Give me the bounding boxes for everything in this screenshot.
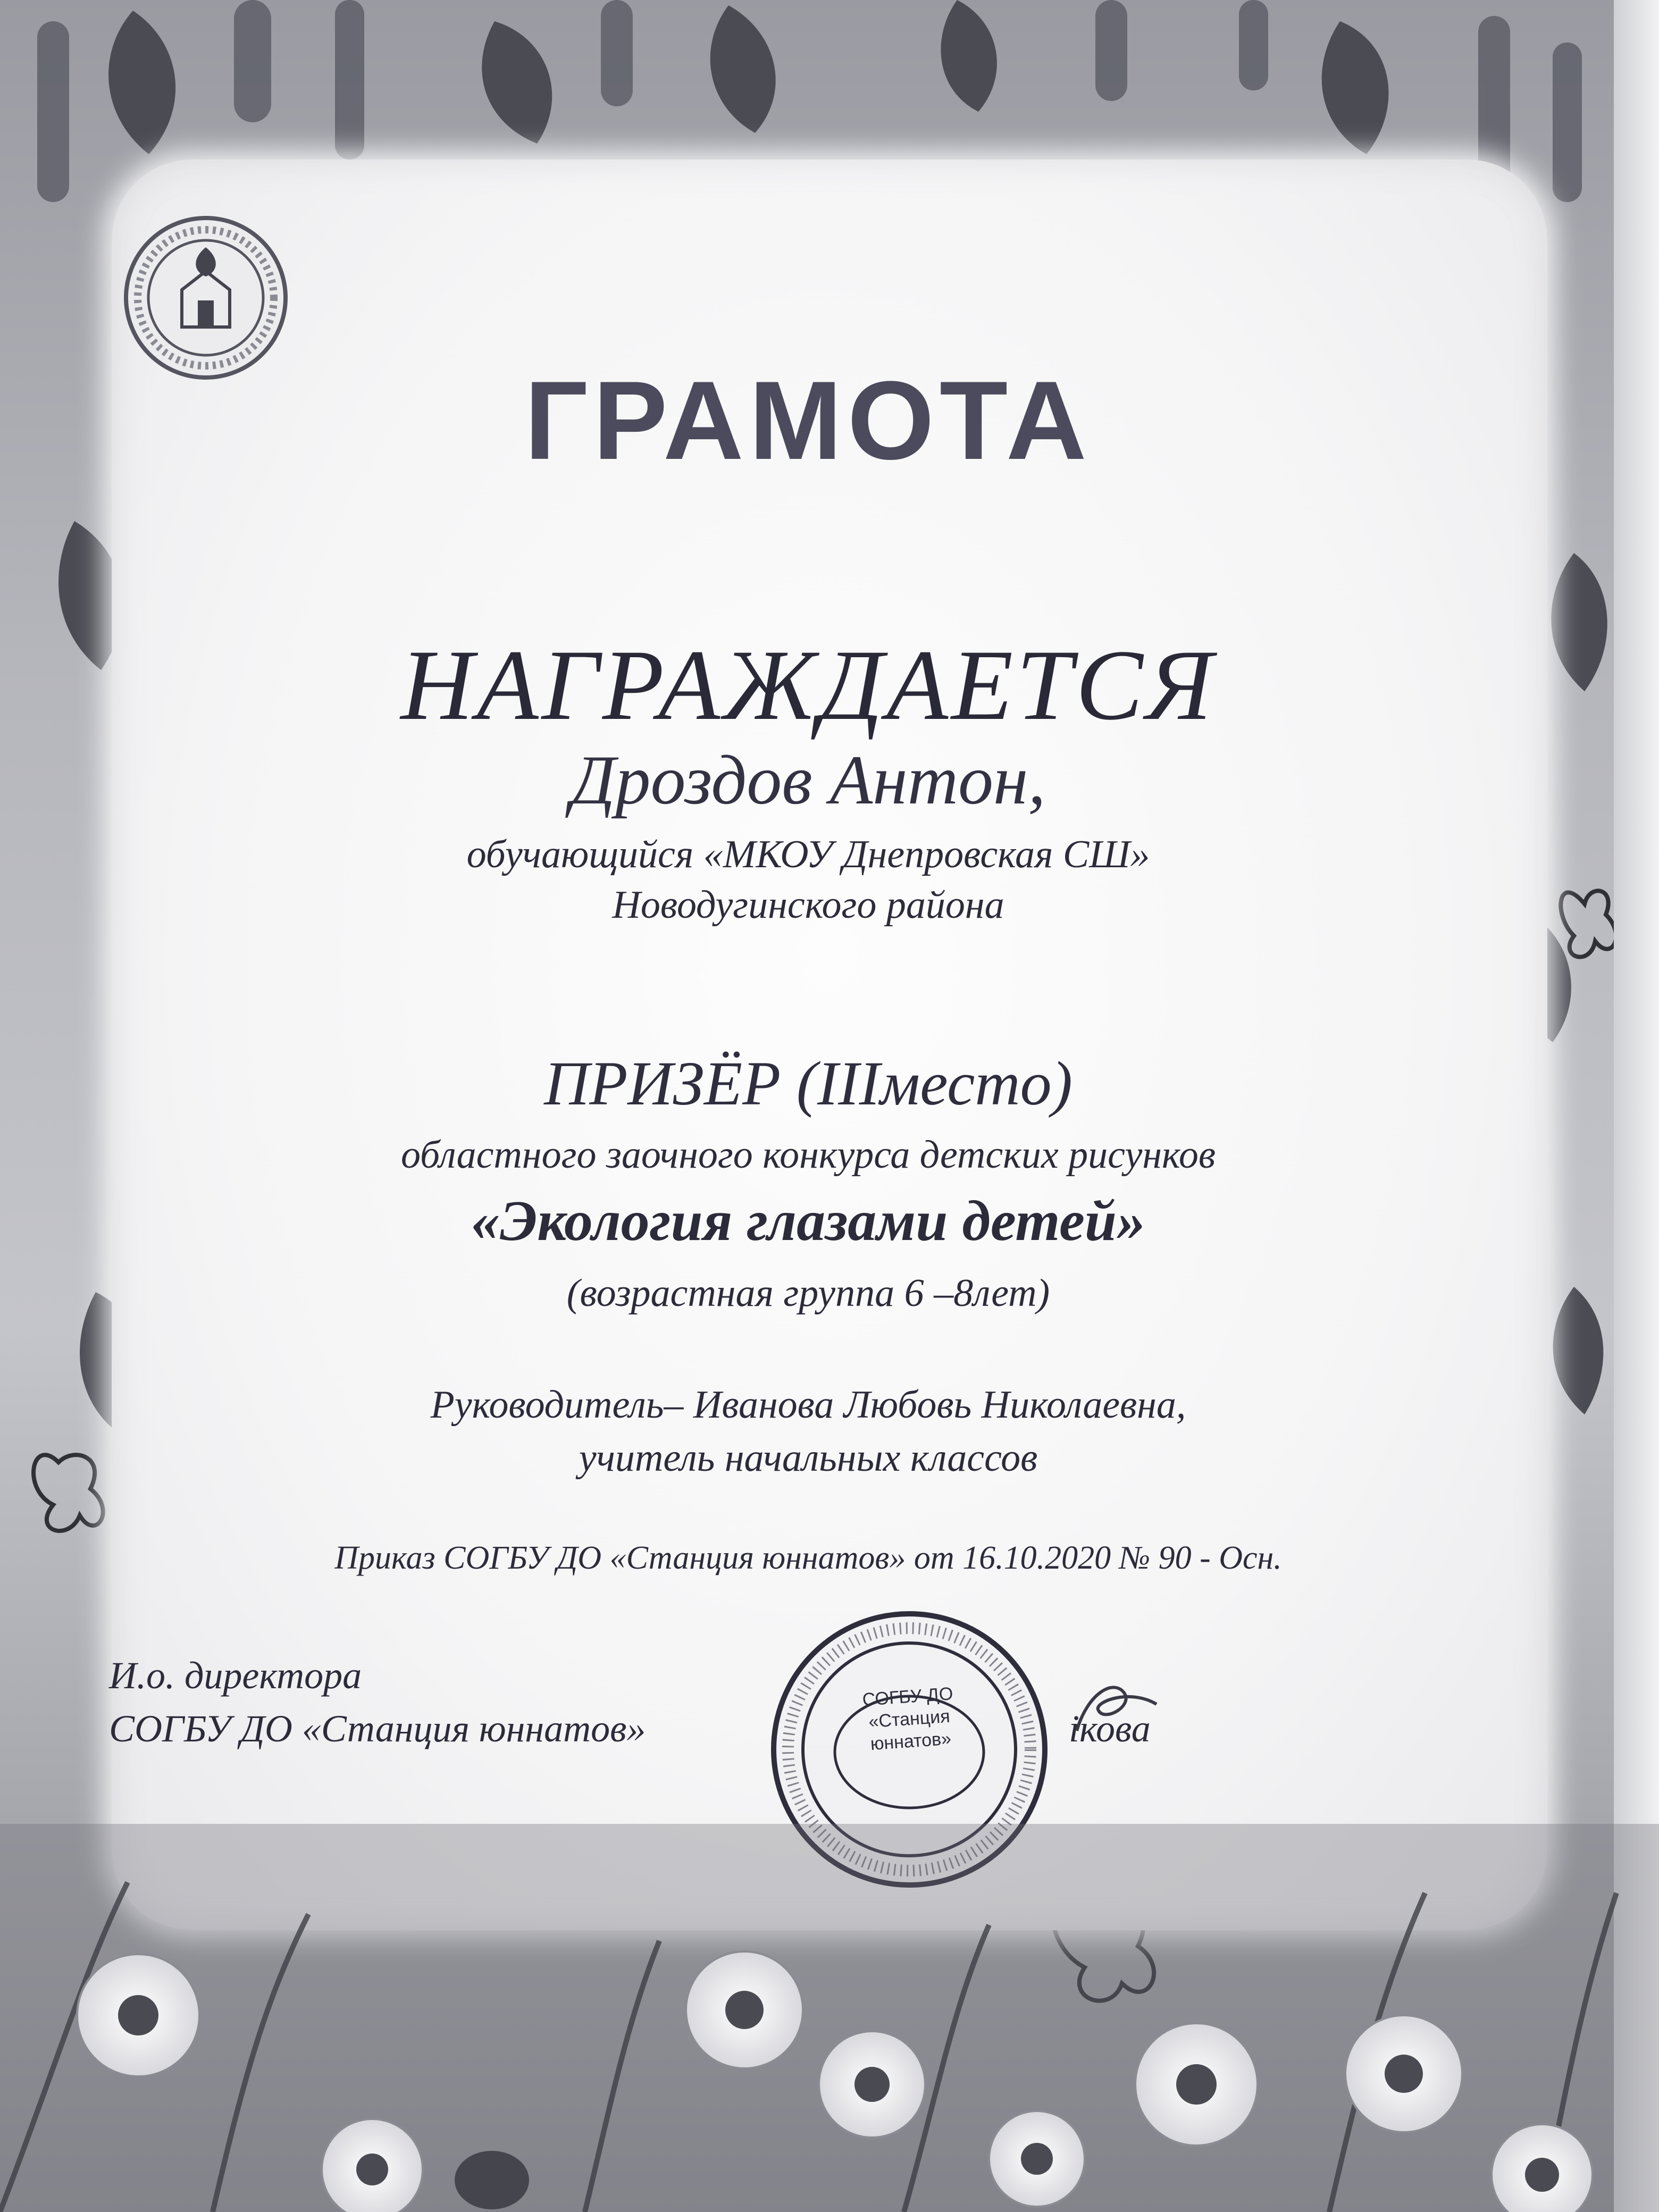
daisy-icon — [989, 2111, 1085, 2207]
birch-leaf-icon — [108, 11, 175, 154]
contest-name: «Экология глазами детей» — [471, 1189, 1145, 1253]
stamp-line: «Станция — [868, 1706, 951, 1732]
recipient-school: обучающийся «МКОУ Днепровская СШ» — [466, 833, 1150, 876]
daisy-meadow — [0, 1824, 1659, 2212]
daisy-icon — [1492, 2124, 1593, 2212]
director-organization: СОГБУ ДО «Станция юннатов» — [109, 1707, 646, 1750]
catkin-icon — [234, 0, 271, 122]
supervisor-position: учитель начальных классов — [579, 1436, 1038, 1480]
catkin-icon — [601, 0, 633, 106]
birch-leaf-icon — [482, 21, 552, 144]
recipient-district: Новодугинского района — [612, 883, 1004, 927]
awarded-heading: НАГРАЖДАЕТСЯ — [400, 630, 1216, 741]
catkin-icon — [1095, 0, 1127, 101]
daisy-icon — [1135, 2023, 1258, 2146]
stamp-line: СОГБУ ДО — [861, 1683, 954, 1711]
daisy-icon — [322, 2119, 423, 2212]
handwritten-signature — [1066, 1672, 1167, 1747]
prize-place: ПРИЗЁР (IIIместо) — [544, 1049, 1073, 1118]
stamp-text — [838, 1681, 981, 1757]
certificate-title: ГРАМОТА — [524, 358, 1092, 483]
daisy-icon — [77, 1954, 199, 2076]
director-surname: ікова — [1069, 1707, 1151, 1750]
birch-leaf-icon — [941, 0, 996, 112]
supervisor-name: Руководитель– Иванова Любовь Николаевна, — [430, 1383, 1186, 1427]
stamp-line: юннатов» — [869, 1728, 952, 1755]
daisy-icon — [1345, 2015, 1462, 2132]
daisy-icon — [686, 1951, 803, 2068]
catkin-icon — [335, 0, 364, 160]
catkin-icon — [37, 21, 69, 202]
birch-leaf-icon — [1322, 21, 1389, 154]
catkin-icon — [1239, 0, 1268, 90]
recipient-name: Дроздов Антон, — [571, 741, 1046, 819]
contest-description: областного заочного конкурса детских рисунков — [401, 1133, 1216, 1177]
daisy-icon — [819, 2031, 925, 2138]
age-group: (возрастная группа 6 –8лет) — [566, 1271, 1050, 1315]
order-reference: Приказ СОГБУ ДО «Станция юннатов» от 16.10.2020 № 90 - Осн. — [334, 1540, 1282, 1576]
director-title: И.о. директора — [109, 1654, 362, 1697]
catkin-icon — [1553, 43, 1582, 202]
birch-leaf-icon — [710, 5, 776, 133]
